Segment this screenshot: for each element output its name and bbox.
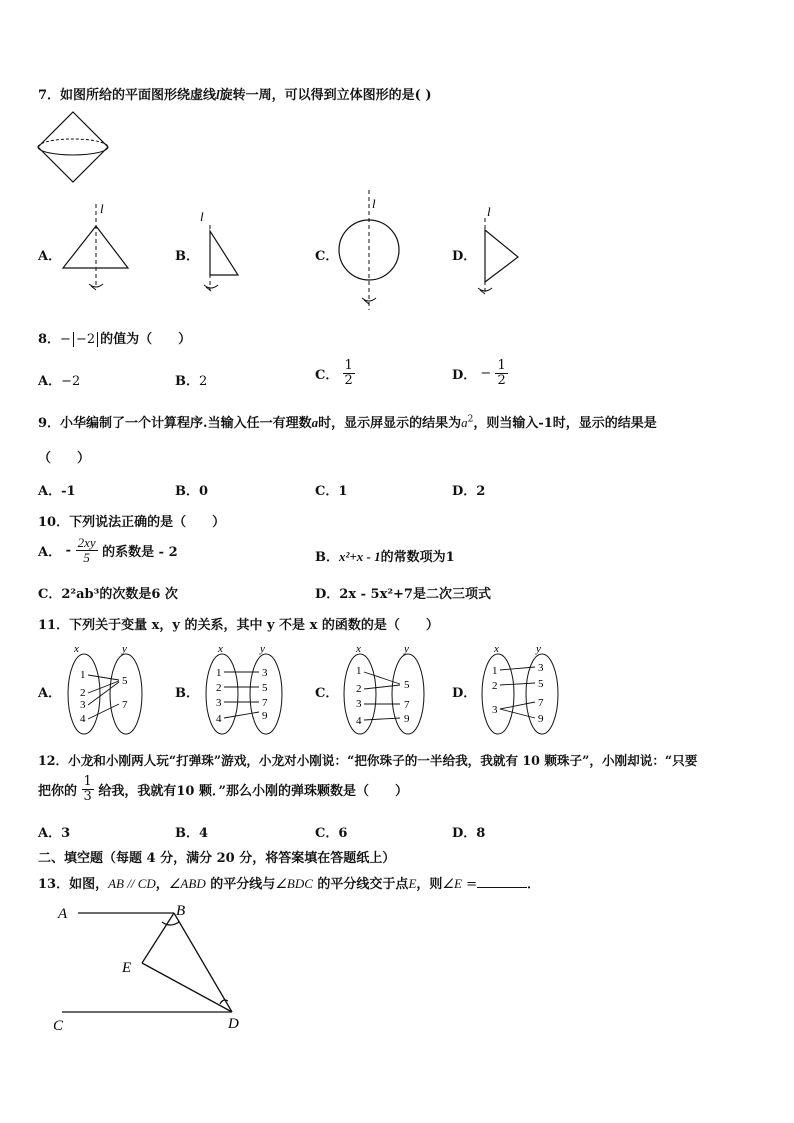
q11-mapping-a bbox=[64, 640, 154, 740]
q11-option-c[interactable]: C． bbox=[315, 686, 339, 701]
point-label-a: A bbox=[58, 906, 68, 922]
q7-figure-a bbox=[60, 200, 130, 300]
svg-text:x: x bbox=[356, 643, 361, 655]
axis-label-l: l bbox=[200, 209, 204, 224]
svg-text:3: 3 bbox=[80, 699, 86, 711]
q12-line2: 把你的 $\frac{1}{3}$ 给我，我就有10 颗．”那么小刚的弹珠颗数是（ ） bbox=[38, 774, 408, 804]
fraction: $\frac{1}{3}$ bbox=[83, 774, 92, 804]
svg-text:5: 5 bbox=[262, 682, 268, 694]
svg-text:4: 4 bbox=[80, 713, 86, 725]
svg-text:7: 7 bbox=[538, 697, 544, 709]
q8-option-b[interactable]: B．2 bbox=[175, 374, 208, 389]
point-label-d: D bbox=[228, 1016, 239, 1032]
q7-option-d[interactable]: D． bbox=[452, 249, 477, 264]
q8-stem: 8．− −2 的值为（ ） bbox=[38, 332, 192, 347]
q11-option-a[interactable]: A． bbox=[38, 686, 62, 701]
q10-option-a[interactable]: A． - $\frac{2xy}{5}$ 的系数是 - 2 bbox=[38, 535, 178, 565]
svg-text:3: 3 bbox=[538, 662, 544, 674]
q9-option-d[interactable]: D．2 bbox=[452, 484, 486, 499]
svg-text:7: 7 bbox=[262, 697, 268, 709]
svg-text:4: 4 bbox=[356, 715, 362, 727]
q7-figure-d bbox=[474, 200, 534, 300]
svg-text:x: x bbox=[494, 643, 499, 655]
q13-geometry-figure bbox=[50, 898, 270, 1038]
q8-option-a[interactable]: A．−2 bbox=[38, 374, 81, 389]
point-label-b: B bbox=[176, 903, 186, 919]
q12-option-b[interactable]: B．4 bbox=[175, 826, 209, 841]
svg-text:7: 7 bbox=[404, 699, 410, 711]
fraction: $\frac{2xy}{5}$ bbox=[77, 535, 96, 565]
svg-text:y: y bbox=[122, 643, 127, 655]
svg-text:y: y bbox=[260, 643, 265, 655]
svg-text:1: 1 bbox=[492, 665, 498, 677]
svg-text:1: 1 bbox=[80, 669, 86, 681]
q7-option-b[interactable]: B． bbox=[175, 249, 199, 264]
q7-figure-c bbox=[336, 188, 406, 313]
axis-label-l: l bbox=[372, 196, 376, 211]
svg-text:2: 2 bbox=[80, 687, 86, 699]
point-label-c: C bbox=[53, 1018, 64, 1034]
svg-text:2: 2 bbox=[356, 683, 362, 695]
svg-text:y: y bbox=[404, 643, 409, 655]
q12-option-a[interactable]: A．3 bbox=[38, 826, 71, 841]
q8-absolute-value: −2 bbox=[73, 332, 98, 347]
q10-option-d[interactable]: D．2x - 5x²+7是二次三项式 bbox=[315, 587, 491, 602]
svg-text:y: y bbox=[536, 643, 541, 655]
axis-label-l: l bbox=[100, 201, 104, 216]
svg-text:5: 5 bbox=[538, 678, 544, 690]
svg-text:x: x bbox=[218, 643, 223, 655]
q11-option-d[interactable]: D． bbox=[452, 686, 477, 701]
q7-option-c[interactable]: C． bbox=[315, 249, 339, 264]
q9-option-b[interactable]: B．0 bbox=[175, 484, 209, 499]
q12-option-d[interactable]: D．8 bbox=[452, 826, 486, 841]
q10-option-b[interactable]: B．x²+x - 1的常数项为1 bbox=[315, 549, 455, 565]
q11-mapping-b bbox=[204, 640, 294, 740]
q9-option-c[interactable]: C．1 bbox=[315, 484, 348, 499]
svg-text:3: 3 bbox=[216, 697, 222, 709]
q7-figure-b bbox=[196, 205, 246, 300]
svg-text:2: 2 bbox=[216, 682, 222, 694]
q12-option-c[interactable]: C．6 bbox=[315, 826, 348, 841]
q7-solid-figure bbox=[36, 110, 112, 184]
q13-stem: 13．如图，AB // CD，∠ABD 的平分线与∠BDC 的平分线交于点E，则∠E = ． bbox=[38, 876, 541, 892]
svg-text:7: 7 bbox=[122, 699, 128, 711]
q9-stem: 9．小华编制了一个计算程序.当输入任一有理数a时，显示屏显示的结果为$a^2$，则当输入-1时，显示的结果是 bbox=[38, 414, 657, 431]
svg-text:3: 3 bbox=[492, 704, 498, 716]
answer-blank[interactable] bbox=[477, 876, 527, 888]
q9-paren: （ ） bbox=[38, 451, 91, 466]
section-heading: 二、填空题（每题 4 分，满分 20 分，将答案填在答题纸上） bbox=[38, 851, 396, 866]
svg-text:1: 1 bbox=[216, 667, 222, 679]
svg-text:1: 1 bbox=[356, 665, 362, 677]
svg-text:2: 2 bbox=[492, 680, 498, 692]
q12-line1: 12．小龙和小刚两人玩“打弹珠”游戏，小龙对小刚说：“把你珠子的一半给我，我就有 10 颗珠子”，小刚却说：“只要 bbox=[38, 753, 698, 768]
q11-option-b[interactable]: B． bbox=[175, 686, 199, 701]
svg-text:5: 5 bbox=[122, 675, 128, 687]
q8-option-d[interactable]: D． − $\frac{1}{2}$ bbox=[452, 358, 506, 388]
q11-mapping-d bbox=[482, 640, 572, 740]
q9-option-a[interactable]: A．-1 bbox=[38, 484, 76, 499]
svg-text:9: 9 bbox=[262, 710, 268, 722]
fraction: $\frac{1}{2}$ bbox=[497, 358, 506, 388]
q8-option-c[interactable]: C． $\frac{1}{2}$ bbox=[315, 358, 353, 388]
axis-label-l: l bbox=[487, 204, 491, 219]
svg-text:9: 9 bbox=[538, 713, 544, 725]
svg-text:3: 3 bbox=[356, 698, 362, 710]
svg-text:3: 3 bbox=[262, 667, 268, 679]
q10-stem: 10．下列说法正确的是（ ） bbox=[38, 515, 226, 530]
q10-option-c[interactable]: C．2²ab³的次数是6 次 bbox=[38, 587, 178, 602]
fraction: $\frac{1}{2}$ bbox=[344, 358, 353, 388]
q7-option-a[interactable]: A． bbox=[38, 249, 62, 264]
svg-text:9: 9 bbox=[404, 713, 410, 725]
q7-var: l bbox=[216, 87, 220, 102]
q7-stem: 7．如图所给的平面图形绕虚线l旋转一周，可以得到立体图形的是( ) bbox=[38, 87, 432, 103]
point-label-e: E bbox=[122, 960, 132, 976]
q11-mapping-c bbox=[342, 640, 432, 740]
svg-text:x: x bbox=[74, 643, 79, 655]
svg-text:4: 4 bbox=[216, 713, 222, 725]
svg-text:5: 5 bbox=[404, 679, 410, 691]
q11-stem: 11．下列关于变量 x，y 的关系，其中 y 不是 x 的函数的是（ ） bbox=[38, 618, 439, 633]
